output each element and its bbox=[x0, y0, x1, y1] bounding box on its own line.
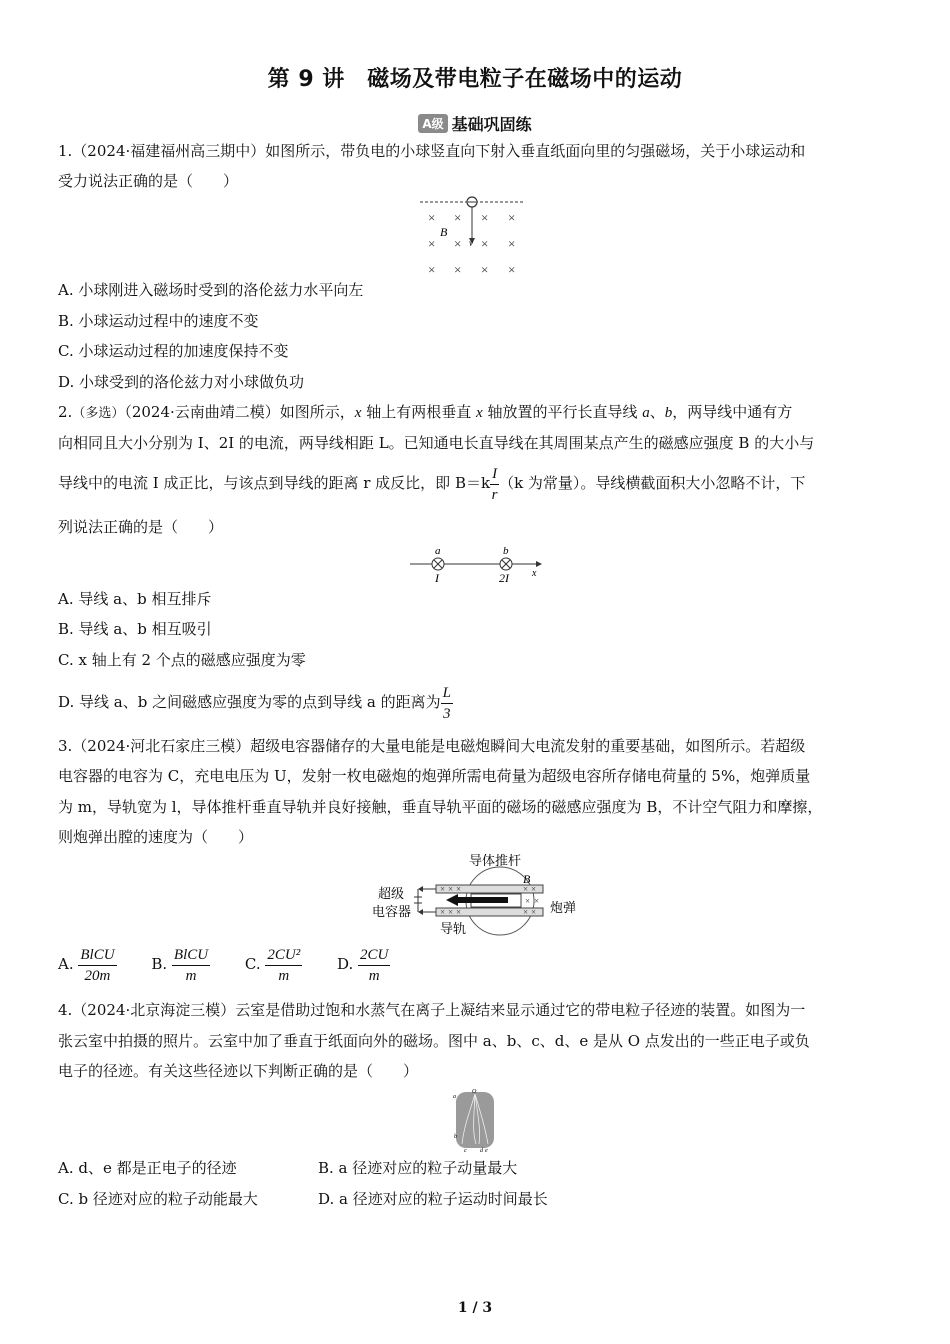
svg-text:2I: 2I bbox=[499, 571, 509, 584]
q4-option-c: C. b 径迹对应的粒子动能最大 bbox=[58, 1190, 258, 1208]
q3-option-d-fraction: $\frac{2CU}{m}$ bbox=[360, 946, 389, 984]
q3-stem-line3: 为 m，导轨宽为 l，导体推杆垂直导轨并良好接触，垂直导轨平面的磁场的磁感应强度为 B，不计空气阻力和摩擦， bbox=[58, 798, 823, 816]
svg-text:b: b bbox=[503, 545, 509, 557]
q1-option-a: A. 小球刚进入磁场时受到的洛伦兹力水平向左 bbox=[58, 281, 364, 299]
q2-stem-line4: 列说法正确的是（ ） bbox=[58, 518, 224, 536]
q4-option-d: D. a 径迹对应的粒子运动时间最长 bbox=[318, 1190, 548, 1208]
q2-wires-figure bbox=[408, 542, 543, 584]
q2-option-d: D. 导线 a、b 之间磁感应强度为零的点到导线 a 的距离为 $\frac{L}{3}$ bbox=[58, 684, 451, 722]
velocity-label: v bbox=[469, 238, 473, 248]
svg-text:超级: 超级 bbox=[378, 886, 405, 901]
svg-text:×: × bbox=[440, 884, 446, 894]
section-heading bbox=[0, 112, 950, 135]
svg-text:炮弹: 炮弹 bbox=[550, 900, 577, 915]
svg-text:导轨: 导轨 bbox=[440, 921, 467, 936]
svg-text:×: × bbox=[454, 262, 462, 277]
svg-text:O: O bbox=[472, 1089, 477, 1095]
svg-text:×: × bbox=[440, 907, 446, 917]
svg-text:×: × bbox=[454, 210, 462, 225]
q4-stem-line2: 张云室中拍摄的照片。云室中加了垂直于纸面向外的磁场。图中 a、b、c、d、e 是从 O 点发出的一些正电子或负 bbox=[58, 1032, 810, 1050]
svg-text:×: × bbox=[454, 236, 462, 251]
svg-text:×: × bbox=[481, 236, 489, 251]
svg-text:c: c bbox=[464, 1148, 467, 1154]
page-number: 1 / 3 bbox=[457, 1300, 493, 1316]
svg-text:a: a bbox=[435, 545, 441, 557]
svg-text:×: × bbox=[523, 907, 529, 917]
q3-stem-line2: 电容器的电容为 C，充电电压为 U，发射一枚电磁炮的炮弹所需电荷量为超级电容所存储电荷量的 5%，炮弹质量 bbox=[58, 767, 811, 785]
q4-option-a: A. d、e 都是正电子的径迹 bbox=[58, 1159, 237, 1177]
svg-text:×: × bbox=[508, 210, 516, 225]
level-badge: A级 bbox=[418, 114, 447, 133]
q3-option-a-fraction: $\frac{\text{BlCU}}{20m}$ bbox=[80, 946, 115, 984]
q4-option-b: B. a 径迹对应的粒子动量最大 bbox=[318, 1159, 518, 1177]
q3-railgun-figure bbox=[368, 850, 583, 938]
section-label: 基础巩固练 bbox=[451, 115, 532, 134]
q2-stem-line1: 2.（多选）（2024·云南曲靖二模）如图所示，x 轴上有两根垂直 x 轴放置的平行长直导线 a、b，两导线中通有方 bbox=[58, 403, 793, 421]
q2-option-a: A. 导线 a、b 相互排斥 bbox=[58, 590, 212, 608]
q1-magnetic-field-figure bbox=[415, 194, 530, 278]
svg-text:e: e bbox=[485, 1148, 488, 1154]
svg-text:I: I bbox=[435, 571, 439, 584]
svg-text:×: × bbox=[508, 262, 516, 277]
svg-text:d: d bbox=[480, 1148, 483, 1154]
q1-stem-line1: 1.（2024·福建福州高三期中）如图所示，带负电的小球竖直向下射入垂直纸面向里的匀强磁场，关于小球运动和 bbox=[58, 142, 806, 160]
svg-text:电容器: 电容器 bbox=[372, 904, 412, 919]
svg-text:×: × bbox=[428, 236, 436, 251]
q4-cloud-chamber-photo bbox=[452, 1086, 498, 1154]
svg-text:×: × bbox=[428, 262, 436, 277]
q4-stem-line1: 4.（2024·北京海淀三模）云室是借助过饱和水蒸气在离子上凝结来显示通过它的带电粒子径迹的装置。如图为一 bbox=[58, 1001, 806, 1019]
svg-text:B: B bbox=[523, 872, 531, 886]
svg-text:a: a bbox=[453, 1094, 456, 1100]
q2-option-c: C. x 轴上有 2 个点的磁感应强度为零 bbox=[58, 651, 306, 669]
svg-text:×: × bbox=[525, 896, 531, 906]
svg-text:x: x bbox=[532, 568, 537, 579]
q4-stem-line3: 电子的径迹。有关这些径迹以下判断正确的是（ ） bbox=[58, 1062, 419, 1080]
svg-text:×: × bbox=[448, 884, 454, 894]
svg-text:b: b bbox=[454, 1134, 457, 1140]
field-b-label: B bbox=[440, 225, 448, 239]
q3-option-b-fraction: $\frac{\text{BlCU}}{m}$ bbox=[173, 946, 209, 984]
svg-text:×: × bbox=[534, 896, 540, 906]
q1-option-c: C. 小球运动过程的加速度保持不变 bbox=[58, 342, 289, 360]
svg-text:导体推杆: 导体推杆 bbox=[469, 853, 522, 868]
q2-option-b: B. 导线 a、b 相互吸引 bbox=[58, 620, 212, 638]
q1-stem-line2: 受力说法正确的是（ ） bbox=[58, 172, 239, 190]
svg-text:×: × bbox=[428, 210, 436, 225]
q2-stem-line2: 向相同且大小分别为 I、2I 的电流，两导线相距 L。已知通电长直导线在其周围某点产生的磁感应强度 B 的大小与 bbox=[58, 434, 815, 452]
svg-text:×: × bbox=[481, 262, 489, 277]
multi-select-tag: （多选） bbox=[72, 406, 125, 421]
q2-stem-line3: 导线中的电流 I 成正比，与该点到导线的距离 r 成反比，即 B＝k $\frac{I}{r}$ （k 为常量）。导线横截面积大小忽略不计，下 bbox=[58, 465, 806, 503]
q1-option-b: B. 小球运动过程中的速度不变 bbox=[58, 312, 259, 330]
q3-stem-line1: 3.（2024·河北石家庄三模）超级电容器储存的大量电能是电磁炮瞬间大电流发射的重要基础，如图所示。若超级 bbox=[58, 737, 806, 755]
q3-options: A. $\frac{\text{BlCU}}{20m}$ B. $\frac{\text{BlCU}}{m}$ C. $\frac{\text{2CU²}}{m}$ D. $\frac{2CU}{m}$ bbox=[58, 946, 389, 984]
page-title: 第 9 讲 磁场及带电粒子在磁场中的运动 bbox=[267, 67, 683, 92]
svg-text:×: × bbox=[456, 907, 462, 917]
svg-text:×: × bbox=[508, 236, 516, 251]
q3-stem-line4: 则炮弹出膛的速度为（ ） bbox=[58, 828, 254, 846]
svg-text:×: × bbox=[481, 210, 489, 225]
q3-option-c-fraction: $\frac{\text{2CU²}}{m}$ bbox=[267, 946, 301, 984]
svg-text:×: × bbox=[531, 884, 537, 894]
svg-text:×: × bbox=[448, 907, 454, 917]
svg-text:×: × bbox=[531, 907, 537, 917]
svg-text:×: × bbox=[456, 884, 462, 894]
q1-option-d: D. 小球受到的洛伦兹力对小球做负功 bbox=[58, 373, 305, 391]
svg-text:×: × bbox=[523, 884, 529, 894]
